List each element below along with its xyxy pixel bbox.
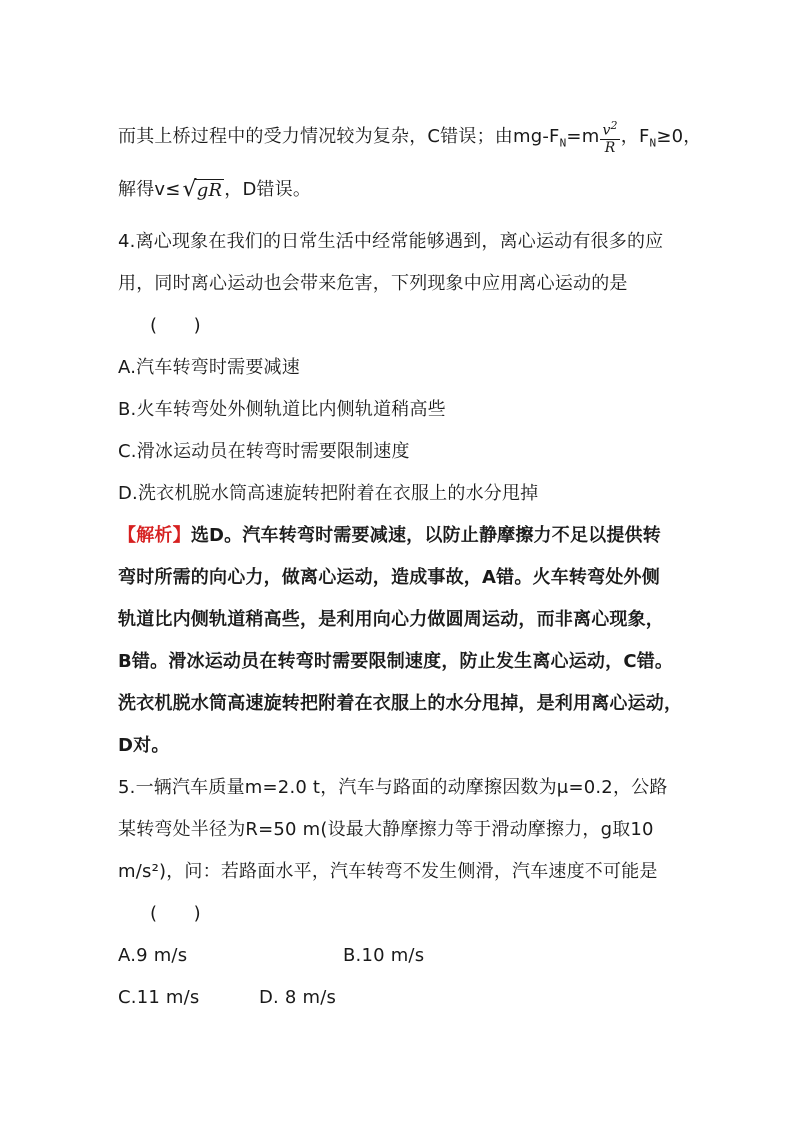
solution-text-3: ，D错误。 [224,179,312,200]
sqrt-gr [183,178,225,202]
q4-analysis-line-2: 弯时所需的向心力，做离心运动，造成事故，A错。火车转弯处外侧 [118,567,660,588]
radicand: gR [196,179,223,201]
solution-line-2 [118,178,311,202]
q5-option-d: D. 8 m/s [259,987,337,1008]
q4-analysis-line-5: 洗衣机脱水筒高速旋转把附着在衣服上的水分甩掉，是利用离心运动， [118,693,683,714]
q4-stem-line-2: 用，同时离心运动也会带来危害，下列现象中应用离心运动的是 [118,273,628,294]
fraction-v2-over-r [600,118,619,156]
radical-sign: √ [182,177,197,202]
q4-option-c: C.滑冰运动员在转弯时需要限制速度 [118,441,410,462]
q5-option-a: A.9 m/s [118,945,188,966]
q5-stem-line-2: 某转弯处半径为R=50 m(设最大静摩擦力等于滑动摩擦力，g取10 [118,819,654,840]
q4-option-b: B.火车转弯处外侧轨道比内侧轨道稍高些 [118,399,446,420]
q4-analysis-line-6: D对。 [118,735,170,756]
fraction-numerator: v [602,122,611,139]
q5-answer-blank: ( ) [150,903,201,924]
q5-option-b: B.10 m/s [343,945,425,966]
q4-stem-line-1: 4.离心现象在我们的日常生活中经常能够遇到，离心运动有很多的应 [118,231,664,252]
analysis-tag: 【解析】 [118,525,191,546]
fraction-exponent: 2 [610,119,618,132]
q4-analysis-line-1 [118,524,661,548]
subscript-n: N [559,136,567,150]
inequality-end: ≥0， [656,125,702,147]
fraction-denominator: R [604,139,616,156]
q5-stem-line-1: 5.一辆汽车质量m=2.0 t，汽车与路面的动摩擦因数为μ=0.2，公路 [118,777,668,798]
q4-option-d: D.洗衣机脱水筒高速旋转把附着在衣服上的水分甩掉 [118,483,539,504]
comma-f: ，F [620,125,650,147]
equals-m: =m [566,125,600,147]
solution-text: 而其上桥过程中的受力情况较为复杂，C错误；由mg-F [118,125,560,147]
q4-option-a: A.汽车转弯时需要减速 [118,357,300,378]
analysis-text-1: 选D。汽车转弯时需要减速，以防止静摩擦力不足以提供转 [190,525,661,546]
solution-text-2: 解得v≤ [118,179,181,200]
q4-answer-blank: ( ) [150,315,201,336]
q4-analysis-line-4: B错。滑冰运动员在转弯时需要限制速度，防止发生离心运动，C错。 [118,651,674,672]
q4-analysis-line-3: 轨道比内侧轨道稍高些，是利用向心力做圆周运动，而非离心现象， [118,609,664,630]
q5-stem-line-3: m/s²)，问：若路面水平，汽车转弯不发生侧滑，汽车速度不可能是 [118,861,658,882]
q5-option-c: C.11 m/s [118,987,200,1008]
subscript-n-2: N [649,136,657,150]
solution-line-1 [118,118,701,156]
